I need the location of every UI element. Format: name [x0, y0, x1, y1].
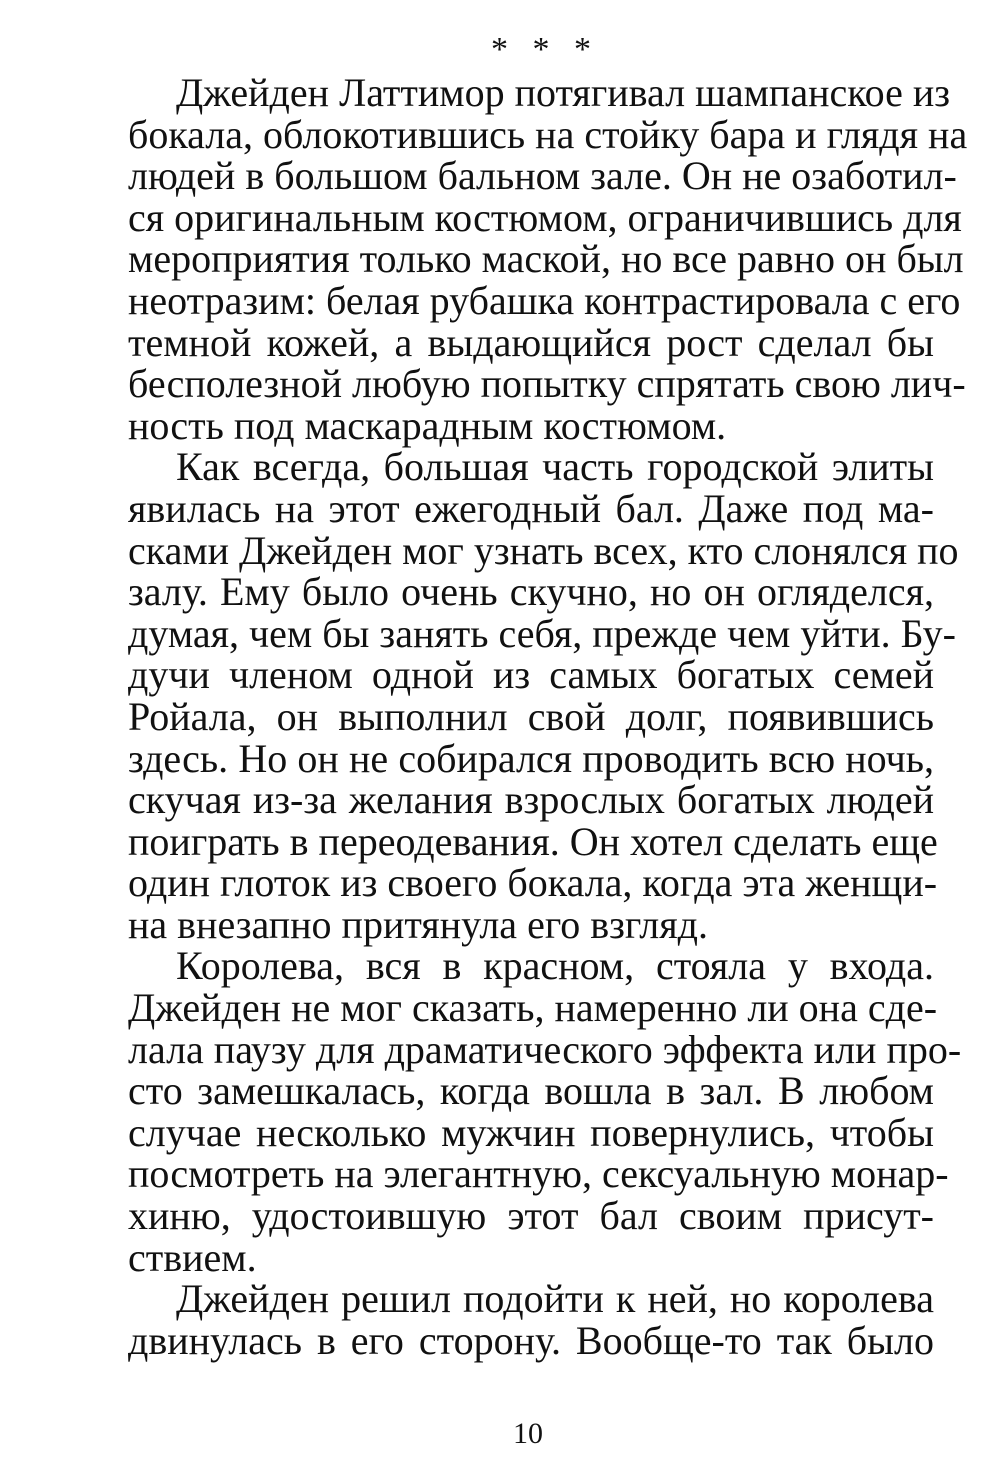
- text-line: Джейден Латтимор потягивал шампанское из: [176, 70, 951, 115]
- text-line: залу. Ему было очень скучно, но он огляделся,: [128, 569, 934, 615]
- paragraph-2: [128, 444, 959, 947]
- text-line: явилась на этот ежегодный бал. Даже под ма-: [128, 485, 934, 531]
- text-line: случае несколько мужчин повернулись, чтобы: [128, 1109, 934, 1155]
- text-line: людей в большом бальном зале. Он не озаботил-: [128, 153, 957, 199]
- text-line: неотразим: белая рубашка контрастировала с его: [128, 277, 961, 323]
- text-line: Джейден решил подойти к ней, но королева: [176, 1276, 934, 1322]
- text-line: ствием.: [128, 1234, 257, 1280]
- paragraph-3: [128, 943, 962, 1280]
- book-page: [128, 30, 968, 1363]
- text-line: поиграть в переодевания. Он хотел сделать еще: [128, 818, 938, 864]
- text-line: один глоток из своего бокала, когда эта женщи-: [128, 860, 938, 906]
- text-line: Как всегда, большая часть городской элиты: [176, 444, 934, 490]
- text-line: сто замешкалась, когда вошла в зал. В любом: [128, 1068, 934, 1114]
- text-line: здесь. Но он не собирался проводить всю ночь,: [128, 735, 934, 781]
- text-line: бесполезной любую попытку спрятать свою лич-: [128, 361, 966, 407]
- text-line: посмотреть на элегантную, сексуальную монар-: [128, 1151, 949, 1197]
- text-line: ность под маскарадным костюмом.: [128, 402, 727, 448]
- scene-separator: * * *: [491, 31, 599, 68]
- text-line: бокала, облокотившись на стойку бара и глядя на: [128, 111, 968, 157]
- text-line: двинулась в его сторону. Вообще-то так было: [128, 1317, 934, 1363]
- text-line: хиню, удостоившую этот бал своим присут-: [128, 1193, 934, 1239]
- text-line: сками Джейден мог узнать всех, кто слонялся по: [128, 527, 959, 573]
- text-line: Королева, вся в красном, стояла у входа.: [176, 943, 934, 989]
- text-line: Ройала, он выполнил свой долг, появившись: [128, 693, 934, 739]
- text-line: на внезапно притянула его взгляд.: [128, 901, 708, 947]
- text-line: Джейден не мог сказать, намеренно ли она сде-: [128, 985, 938, 1031]
- paragraph-1: [128, 70, 968, 448]
- paragraph-4: [128, 1278, 934, 1361]
- text-line: скучая из-за желания взрослых богатых людей: [128, 777, 934, 823]
- text-line: лала паузу для драматического эффекта или про-: [128, 1026, 962, 1072]
- text-line: темной кожей, а выдающийся рост сделал бы: [128, 319, 934, 365]
- text-line: мероприятия только маской, но все равно он был: [128, 236, 964, 282]
- text-line: ся оригинальным костюмом, ограничившись для: [128, 194, 962, 240]
- page-number: 10: [513, 1417, 543, 1450]
- text-line: дучи членом одной из самых богатых семей: [128, 652, 934, 698]
- text-line: думая, чем бы занять себя, прежде чем уйти. Бу-: [128, 610, 956, 656]
